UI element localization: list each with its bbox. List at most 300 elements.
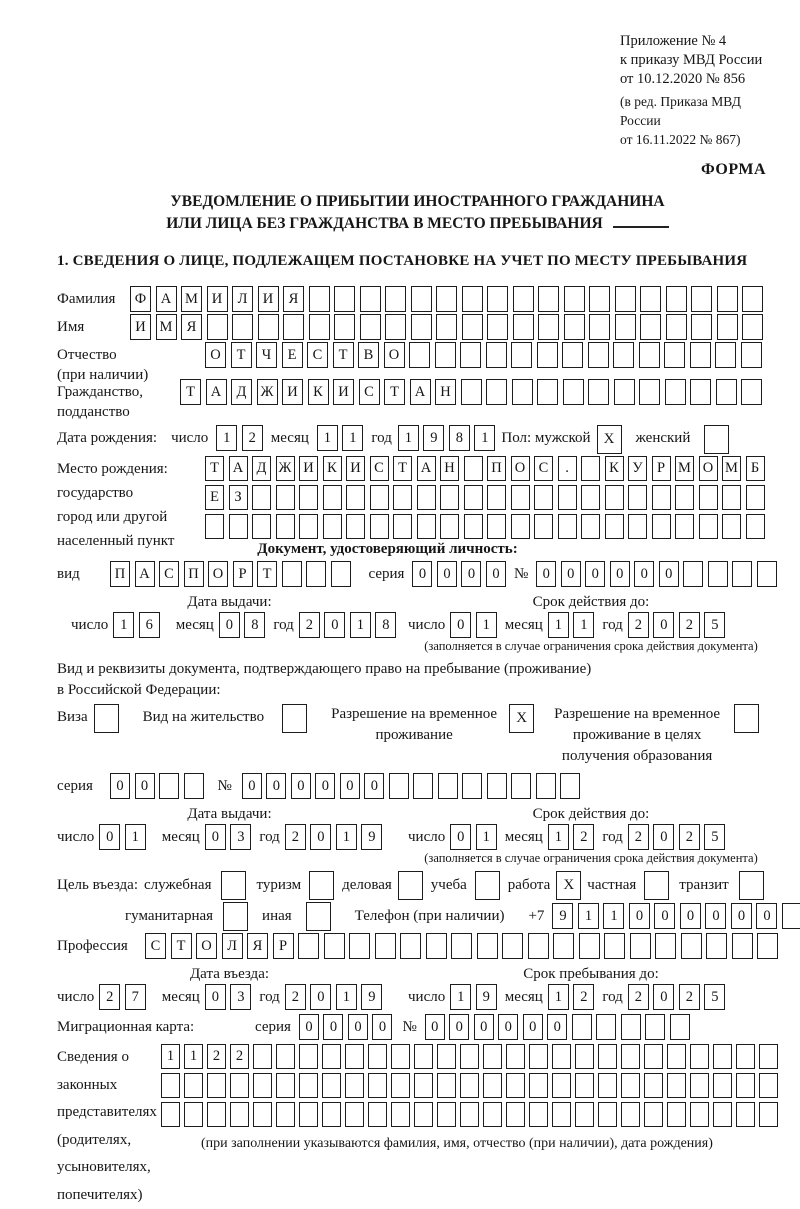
char-cell[interactable]: 0 bbox=[205, 824, 226, 850]
char-cell[interactable] bbox=[345, 1044, 364, 1069]
char-cell[interactable] bbox=[644, 1102, 663, 1127]
char-cell[interactable]: М bbox=[156, 314, 177, 340]
char-cell[interactable]: М bbox=[181, 286, 202, 312]
char-cell[interactable] bbox=[252, 485, 271, 510]
char-cell[interactable]: 0 bbox=[99, 824, 120, 850]
char-cell[interactable] bbox=[389, 773, 409, 799]
char-cell[interactable] bbox=[391, 1102, 410, 1127]
char-cell[interactable] bbox=[230, 1102, 249, 1127]
char-cell[interactable] bbox=[604, 933, 625, 959]
char-cell[interactable] bbox=[706, 933, 727, 959]
char-cell[interactable] bbox=[461, 379, 482, 405]
char-cell[interactable]: П bbox=[110, 561, 130, 587]
char-cell[interactable] bbox=[759, 1044, 778, 1069]
char-cell[interactable] bbox=[621, 1102, 640, 1127]
char-cell[interactable]: О bbox=[208, 561, 228, 587]
purpose-private-checkbox[interactable] bbox=[644, 871, 669, 900]
char-cell[interactable] bbox=[506, 1044, 525, 1069]
purpose-business-checkbox[interactable] bbox=[398, 871, 423, 900]
char-cell[interactable] bbox=[400, 933, 421, 959]
char-cell[interactable] bbox=[391, 1044, 410, 1069]
char-cell[interactable] bbox=[741, 342, 762, 368]
char-cell[interactable]: А bbox=[156, 286, 177, 312]
char-cell[interactable] bbox=[309, 314, 330, 340]
char-cell[interactable]: Р bbox=[273, 933, 294, 959]
char-cell[interactable] bbox=[713, 1073, 732, 1098]
char-cell[interactable] bbox=[536, 773, 556, 799]
char-cell[interactable] bbox=[690, 1044, 709, 1069]
char-cell[interactable]: Л bbox=[232, 286, 253, 312]
char-cell[interactable]: Л bbox=[222, 933, 243, 959]
char-cell[interactable] bbox=[346, 514, 365, 539]
char-cell[interactable]: К bbox=[605, 456, 624, 481]
char-cell[interactable] bbox=[572, 1014, 592, 1040]
char-cell[interactable] bbox=[460, 1102, 479, 1127]
char-cell[interactable] bbox=[436, 286, 457, 312]
char-cell[interactable] bbox=[375, 933, 396, 959]
char-cell[interactable] bbox=[681, 933, 702, 959]
char-cell[interactable] bbox=[589, 286, 610, 312]
char-cell[interactable] bbox=[630, 933, 651, 959]
char-cell[interactable] bbox=[722, 485, 741, 510]
char-cell[interactable]: 0 bbox=[523, 1014, 543, 1040]
char-cell[interactable] bbox=[334, 314, 355, 340]
char-cell[interactable] bbox=[691, 286, 712, 312]
char-cell[interactable] bbox=[759, 1073, 778, 1098]
char-cell[interactable] bbox=[666, 314, 687, 340]
char-cell[interactable] bbox=[512, 379, 533, 405]
char-cell[interactable]: 5 bbox=[704, 612, 725, 638]
char-cell[interactable]: 0 bbox=[653, 824, 674, 850]
char-cell[interactable]: Б bbox=[746, 456, 765, 481]
char-cell[interactable] bbox=[393, 485, 412, 510]
char-cell[interactable] bbox=[229, 514, 248, 539]
char-cell[interactable]: 2 bbox=[573, 984, 594, 1010]
char-cell[interactable]: И bbox=[333, 379, 354, 405]
char-cell[interactable]: 1 bbox=[216, 425, 237, 451]
char-cell[interactable]: 9 bbox=[361, 984, 382, 1010]
char-cell[interactable]: С bbox=[159, 561, 179, 587]
char-cell[interactable]: 0 bbox=[266, 773, 286, 799]
char-cell[interactable]: Д bbox=[252, 456, 271, 481]
char-cell[interactable] bbox=[562, 342, 583, 368]
char-cell[interactable] bbox=[230, 1073, 249, 1098]
char-cell[interactable]: 0 bbox=[498, 1014, 518, 1040]
char-cell[interactable] bbox=[639, 342, 660, 368]
char-cell[interactable]: И bbox=[130, 314, 151, 340]
char-cell[interactable]: 0 bbox=[323, 1014, 343, 1040]
char-cell[interactable] bbox=[511, 485, 530, 510]
char-cell[interactable] bbox=[258, 314, 279, 340]
char-cell[interactable] bbox=[483, 1044, 502, 1069]
char-cell[interactable] bbox=[437, 1102, 456, 1127]
char-cell[interactable] bbox=[717, 286, 738, 312]
char-cell[interactable] bbox=[323, 514, 342, 539]
char-cell[interactable]: Д bbox=[231, 379, 252, 405]
char-cell[interactable]: 2 bbox=[679, 984, 700, 1010]
char-cell[interactable]: Т bbox=[333, 342, 354, 368]
char-cell[interactable]: Т bbox=[384, 379, 405, 405]
char-cell[interactable]: 0 bbox=[372, 1014, 392, 1040]
char-cell[interactable] bbox=[564, 314, 585, 340]
char-cell[interactable]: 0 bbox=[340, 773, 360, 799]
char-cell[interactable] bbox=[299, 1044, 318, 1069]
char-cell[interactable] bbox=[385, 314, 406, 340]
char-cell[interactable] bbox=[276, 1102, 295, 1127]
char-cell[interactable] bbox=[564, 286, 585, 312]
char-cell[interactable]: Я bbox=[247, 933, 268, 959]
char-cell[interactable] bbox=[282, 561, 302, 587]
char-cell[interactable]: 5 bbox=[704, 984, 725, 1010]
char-cell[interactable] bbox=[464, 456, 483, 481]
char-cell[interactable] bbox=[511, 514, 530, 539]
char-cell[interactable] bbox=[159, 773, 179, 799]
char-cell[interactable] bbox=[462, 773, 482, 799]
char-cell[interactable] bbox=[655, 933, 676, 959]
temp-residence-edu-checkbox[interactable] bbox=[734, 704, 759, 733]
char-cell[interactable]: Ж bbox=[257, 379, 278, 405]
char-cell[interactable] bbox=[552, 1044, 571, 1069]
char-cell[interactable] bbox=[232, 314, 253, 340]
char-cell[interactable]: 1 bbox=[603, 903, 624, 929]
char-cell[interactable] bbox=[717, 314, 738, 340]
char-cell[interactable]: 2 bbox=[285, 824, 306, 850]
char-cell[interactable]: 0 bbox=[450, 612, 471, 638]
char-cell[interactable]: 1 bbox=[161, 1044, 180, 1069]
char-cell[interactable]: 2 bbox=[628, 612, 649, 638]
char-cell[interactable] bbox=[502, 933, 523, 959]
char-cell[interactable] bbox=[506, 1102, 525, 1127]
char-cell[interactable]: 0 bbox=[348, 1014, 368, 1040]
char-cell[interactable] bbox=[436, 314, 457, 340]
char-cell[interactable] bbox=[736, 1044, 755, 1069]
char-cell[interactable] bbox=[759, 1102, 778, 1127]
char-cell[interactable] bbox=[322, 1044, 341, 1069]
char-cell[interactable] bbox=[575, 1102, 594, 1127]
char-cell[interactable] bbox=[464, 485, 483, 510]
char-cell[interactable] bbox=[691, 314, 712, 340]
char-cell[interactable]: Н bbox=[440, 456, 459, 481]
char-cell[interactable] bbox=[437, 1073, 456, 1098]
char-cell[interactable] bbox=[283, 314, 304, 340]
char-cell[interactable]: 6 bbox=[139, 612, 160, 638]
char-cell[interactable]: У bbox=[628, 456, 647, 481]
char-cell[interactable]: П bbox=[487, 456, 506, 481]
char-cell[interactable] bbox=[732, 561, 752, 587]
char-cell[interactable]: 0 bbox=[654, 903, 675, 929]
char-cell[interactable]: Р bbox=[233, 561, 253, 587]
char-cell[interactable] bbox=[615, 286, 636, 312]
char-cell[interactable]: 1 bbox=[548, 984, 569, 1010]
char-cell[interactable] bbox=[742, 286, 763, 312]
char-cell[interactable] bbox=[667, 1102, 686, 1127]
temp-residence-checkbox[interactable]: Х bbox=[509, 704, 534, 733]
char-cell[interactable]: 1 bbox=[336, 984, 357, 1010]
char-cell[interactable]: С bbox=[307, 342, 328, 368]
char-cell[interactable]: 1 bbox=[548, 824, 569, 850]
char-cell[interactable] bbox=[370, 485, 389, 510]
char-cell[interactable] bbox=[690, 1073, 709, 1098]
char-cell[interactable] bbox=[438, 773, 458, 799]
char-cell[interactable]: 0 bbox=[437, 561, 457, 587]
char-cell[interactable]: А bbox=[229, 456, 248, 481]
char-cell[interactable] bbox=[414, 1073, 433, 1098]
char-cell[interactable] bbox=[644, 1073, 663, 1098]
char-cell[interactable] bbox=[667, 1044, 686, 1069]
char-cell[interactable] bbox=[699, 514, 718, 539]
char-cell[interactable]: . bbox=[558, 456, 577, 481]
char-cell[interactable] bbox=[782, 903, 800, 929]
char-cell[interactable]: О bbox=[699, 456, 718, 481]
purpose-other-checkbox[interactable] bbox=[306, 902, 331, 931]
char-cell[interactable] bbox=[184, 1102, 203, 1127]
char-cell[interactable]: А bbox=[410, 379, 431, 405]
char-cell[interactable] bbox=[538, 314, 559, 340]
char-cell[interactable] bbox=[553, 933, 574, 959]
char-cell[interactable] bbox=[528, 933, 549, 959]
char-cell[interactable] bbox=[746, 485, 765, 510]
char-cell[interactable] bbox=[486, 379, 507, 405]
char-cell[interactable]: 1 bbox=[578, 903, 599, 929]
char-cell[interactable]: 7 bbox=[125, 984, 146, 1010]
char-cell[interactable]: И bbox=[282, 379, 303, 405]
char-cell[interactable]: С bbox=[370, 456, 389, 481]
char-cell[interactable]: 2 bbox=[242, 425, 263, 451]
purpose-study-checkbox[interactable] bbox=[475, 871, 500, 900]
char-cell[interactable] bbox=[391, 1073, 410, 1098]
char-cell[interactable] bbox=[645, 1014, 665, 1040]
char-cell[interactable]: 0 bbox=[450, 824, 471, 850]
char-cell[interactable]: М bbox=[675, 456, 694, 481]
char-cell[interactable] bbox=[506, 1073, 525, 1098]
char-cell[interactable] bbox=[368, 1044, 387, 1069]
char-cell[interactable] bbox=[575, 1073, 594, 1098]
char-cell[interactable] bbox=[558, 514, 577, 539]
char-cell[interactable]: 2 bbox=[679, 612, 700, 638]
char-cell[interactable]: А bbox=[206, 379, 227, 405]
char-cell[interactable] bbox=[713, 1044, 732, 1069]
char-cell[interactable]: 0 bbox=[219, 612, 240, 638]
char-cell[interactable]: Ж bbox=[276, 456, 295, 481]
char-cell[interactable] bbox=[487, 286, 508, 312]
char-cell[interactable] bbox=[652, 514, 671, 539]
char-cell[interactable] bbox=[276, 514, 295, 539]
char-cell[interactable]: 0 bbox=[412, 561, 432, 587]
char-cell[interactable] bbox=[487, 314, 508, 340]
sex-male-checkbox[interactable]: Х bbox=[597, 425, 622, 454]
char-cell[interactable] bbox=[511, 773, 531, 799]
char-cell[interactable] bbox=[276, 1073, 295, 1098]
char-cell[interactable]: 0 bbox=[110, 773, 130, 799]
char-cell[interactable] bbox=[690, 342, 711, 368]
purpose-transit-checkbox[interactable] bbox=[739, 871, 764, 900]
char-cell[interactable]: С bbox=[145, 933, 166, 959]
char-cell[interactable] bbox=[757, 933, 778, 959]
char-cell[interactable]: 0 bbox=[205, 984, 226, 1010]
char-cell[interactable]: 1 bbox=[476, 612, 497, 638]
char-cell[interactable] bbox=[664, 342, 685, 368]
char-cell[interactable] bbox=[299, 1073, 318, 1098]
char-cell[interactable] bbox=[184, 773, 204, 799]
char-cell[interactable] bbox=[665, 379, 686, 405]
char-cell[interactable]: 5 bbox=[704, 824, 725, 850]
char-cell[interactable]: 3 bbox=[230, 984, 251, 1010]
char-cell[interactable] bbox=[345, 1102, 364, 1127]
char-cell[interactable] bbox=[460, 342, 481, 368]
char-cell[interactable] bbox=[513, 314, 534, 340]
char-cell[interactable]: К bbox=[323, 456, 342, 481]
char-cell[interactable] bbox=[349, 933, 370, 959]
char-cell[interactable] bbox=[741, 379, 762, 405]
char-cell[interactable] bbox=[513, 286, 534, 312]
char-cell[interactable]: 0 bbox=[242, 773, 262, 799]
char-cell[interactable] bbox=[529, 1102, 548, 1127]
char-cell[interactable] bbox=[552, 1102, 571, 1127]
char-cell[interactable] bbox=[666, 286, 687, 312]
char-cell[interactable]: 2 bbox=[679, 824, 700, 850]
char-cell[interactable] bbox=[742, 314, 763, 340]
char-cell[interactable]: С bbox=[359, 379, 380, 405]
char-cell[interactable]: 0 bbox=[653, 612, 674, 638]
char-cell[interactable]: 0 bbox=[449, 1014, 469, 1040]
char-cell[interactable] bbox=[713, 1102, 732, 1127]
char-cell[interactable] bbox=[615, 314, 636, 340]
char-cell[interactable] bbox=[426, 933, 447, 959]
char-cell[interactable]: О bbox=[511, 456, 530, 481]
char-cell[interactable] bbox=[414, 1102, 433, 1127]
char-cell[interactable] bbox=[598, 1102, 617, 1127]
char-cell[interactable] bbox=[483, 1102, 502, 1127]
char-cell[interactable] bbox=[161, 1073, 180, 1098]
char-cell[interactable] bbox=[534, 514, 553, 539]
char-cell[interactable] bbox=[462, 314, 483, 340]
char-cell[interactable]: 2 bbox=[285, 984, 306, 1010]
char-cell[interactable]: 2 bbox=[299, 612, 320, 638]
char-cell[interactable] bbox=[736, 1073, 755, 1098]
char-cell[interactable]: Т bbox=[257, 561, 277, 587]
purpose-humanitarian-checkbox[interactable] bbox=[223, 902, 248, 931]
purpose-tourism-checkbox[interactable] bbox=[309, 871, 334, 900]
char-cell[interactable] bbox=[322, 1102, 341, 1127]
char-cell[interactable]: 0 bbox=[486, 561, 506, 587]
char-cell[interactable]: 1 bbox=[125, 824, 146, 850]
char-cell[interactable]: И bbox=[258, 286, 279, 312]
char-cell[interactable]: 2 bbox=[99, 984, 120, 1010]
char-cell[interactable] bbox=[360, 286, 381, 312]
char-cell[interactable]: 9 bbox=[361, 824, 382, 850]
char-cell[interactable] bbox=[621, 1073, 640, 1098]
char-cell[interactable]: 1 bbox=[548, 612, 569, 638]
char-cell[interactable] bbox=[417, 485, 436, 510]
char-cell[interactable]: 1 bbox=[350, 612, 371, 638]
char-cell[interactable] bbox=[385, 286, 406, 312]
char-cell[interactable] bbox=[581, 485, 600, 510]
char-cell[interactable] bbox=[690, 1102, 709, 1127]
char-cell[interactable]: 0 bbox=[291, 773, 311, 799]
char-cell[interactable]: 8 bbox=[449, 425, 470, 451]
purpose-official-checkbox[interactable] bbox=[221, 871, 246, 900]
sex-female-checkbox[interactable] bbox=[704, 425, 729, 454]
char-cell[interactable]: 0 bbox=[364, 773, 384, 799]
char-cell[interactable]: О bbox=[205, 342, 226, 368]
char-cell[interactable] bbox=[437, 1044, 456, 1069]
char-cell[interactable] bbox=[708, 561, 728, 587]
char-cell[interactable] bbox=[411, 286, 432, 312]
char-cell[interactable] bbox=[464, 514, 483, 539]
char-cell[interactable]: 1 bbox=[474, 425, 495, 451]
char-cell[interactable]: 1 bbox=[184, 1044, 203, 1069]
visa-checkbox[interactable] bbox=[94, 704, 119, 733]
char-cell[interactable]: О bbox=[196, 933, 217, 959]
char-cell[interactable]: 8 bbox=[375, 612, 396, 638]
char-cell[interactable] bbox=[299, 1102, 318, 1127]
char-cell[interactable] bbox=[699, 485, 718, 510]
char-cell[interactable]: 0 bbox=[561, 561, 581, 587]
char-cell[interactable] bbox=[757, 561, 777, 587]
char-cell[interactable]: И bbox=[207, 286, 228, 312]
char-cell[interactable]: 0 bbox=[731, 903, 752, 929]
char-cell[interactable]: 0 bbox=[310, 824, 331, 850]
char-cell[interactable] bbox=[588, 379, 609, 405]
char-cell[interactable]: 1 bbox=[476, 824, 497, 850]
char-cell[interactable] bbox=[675, 485, 694, 510]
char-cell[interactable]: 9 bbox=[476, 984, 497, 1010]
residence-permit-checkbox[interactable] bbox=[282, 704, 307, 733]
char-cell[interactable] bbox=[652, 485, 671, 510]
char-cell[interactable] bbox=[440, 485, 459, 510]
purpose-work-checkbox[interactable]: Х bbox=[556, 871, 581, 900]
char-cell[interactable] bbox=[205, 514, 224, 539]
char-cell[interactable] bbox=[670, 1014, 690, 1040]
char-cell[interactable]: 1 bbox=[398, 425, 419, 451]
char-cell[interactable] bbox=[440, 514, 459, 539]
char-cell[interactable] bbox=[667, 1073, 686, 1098]
char-cell[interactable] bbox=[368, 1073, 387, 1098]
char-cell[interactable] bbox=[477, 933, 498, 959]
char-cell[interactable] bbox=[558, 485, 577, 510]
char-cell[interactable] bbox=[722, 514, 741, 539]
char-cell[interactable]: 9 bbox=[552, 903, 573, 929]
char-cell[interactable] bbox=[161, 1102, 180, 1127]
char-cell[interactable]: 0 bbox=[299, 1014, 319, 1040]
char-cell[interactable] bbox=[323, 485, 342, 510]
char-cell[interactable]: 0 bbox=[634, 561, 654, 587]
char-cell[interactable] bbox=[393, 514, 412, 539]
char-cell[interactable] bbox=[736, 1102, 755, 1127]
char-cell[interactable] bbox=[529, 1044, 548, 1069]
char-cell[interactable]: Ч bbox=[256, 342, 277, 368]
char-cell[interactable] bbox=[579, 933, 600, 959]
char-cell[interactable]: 2 bbox=[573, 824, 594, 850]
char-cell[interactable] bbox=[298, 933, 319, 959]
char-cell[interactable]: Е bbox=[282, 342, 303, 368]
char-cell[interactable] bbox=[621, 1044, 640, 1069]
char-cell[interactable] bbox=[628, 485, 647, 510]
char-cell[interactable]: Е bbox=[205, 485, 224, 510]
char-cell[interactable]: И bbox=[346, 456, 365, 481]
char-cell[interactable]: 0 bbox=[610, 561, 630, 587]
char-cell[interactable] bbox=[640, 314, 661, 340]
char-cell[interactable]: 0 bbox=[315, 773, 335, 799]
char-cell[interactable] bbox=[589, 314, 610, 340]
char-cell[interactable]: 0 bbox=[547, 1014, 567, 1040]
char-cell[interactable]: А bbox=[135, 561, 155, 587]
char-cell[interactable] bbox=[207, 1073, 226, 1098]
char-cell[interactable] bbox=[368, 1102, 387, 1127]
char-cell[interactable] bbox=[334, 286, 355, 312]
char-cell[interactable] bbox=[487, 773, 507, 799]
char-cell[interactable] bbox=[460, 1073, 479, 1098]
